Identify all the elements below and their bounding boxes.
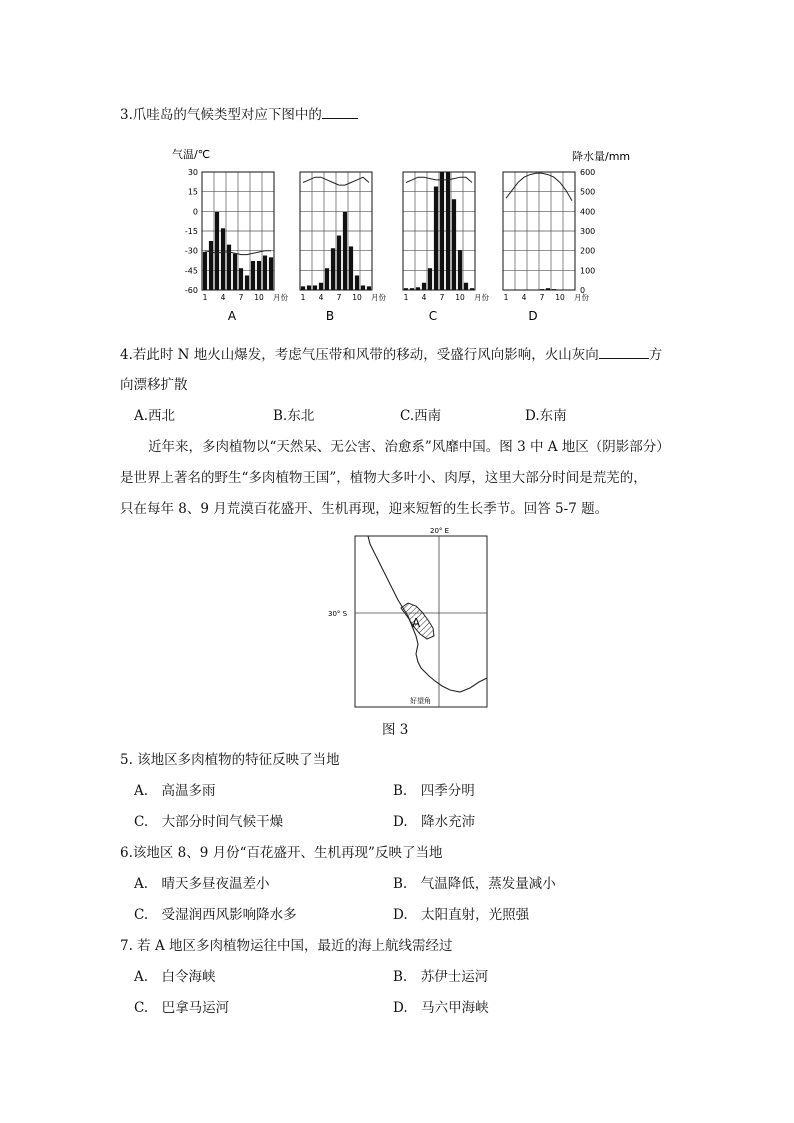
- precip-bar: [313, 285, 317, 290]
- right-axis-label: 降水量/mm: [572, 150, 631, 163]
- latitude-label: 30° S: [328, 610, 348, 618]
- precip-bar: [464, 283, 468, 290]
- figure-3-caption: 图 3: [382, 722, 409, 738]
- q6-option-b: B. 气温降低，蒸发量减小: [393, 876, 556, 892]
- precip-bar: [355, 275, 359, 290]
- longitude-label: 20° E: [430, 527, 450, 535]
- precip-bar: [325, 268, 329, 290]
- q6-option-a: A. 晴天多昼夜温差小: [134, 876, 270, 892]
- precip-bar: [269, 257, 273, 290]
- answer-blank: [599, 344, 649, 359]
- x-tick-label: 10: [455, 293, 465, 302]
- x-tick-label: 4: [421, 293, 427, 302]
- climate-panel-c: [403, 172, 489, 323]
- q5-option-c: C. 大部分时间气候干燥: [134, 814, 284, 830]
- cape-of-good-hope-label: 好望角: [410, 697, 431, 705]
- x-tick-label: 7: [539, 293, 545, 302]
- x-tick-label: 10: [555, 293, 565, 302]
- left-tick-label: 30: [187, 168, 198, 177]
- panel-label: A: [227, 309, 237, 323]
- right-tick-label: 400: [580, 207, 596, 217]
- left-axis-ticks: [185, 168, 198, 295]
- q4-stem-line1: 4.若此时 N 地火山爆发，考虑气压带和风带的移动，受盛行风向影响，火山灰向 方: [120, 344, 662, 365]
- q5-option-a: A. 高温多雨: [134, 783, 216, 799]
- panel-label: B: [325, 309, 335, 323]
- right-tick-label: 200: [580, 246, 596, 256]
- precip-bar: [434, 187, 438, 290]
- panel-label: D: [528, 309, 538, 323]
- left-tick-label: -15: [184, 227, 198, 236]
- climate-charts: [160, 142, 660, 324]
- precip-bar: [301, 286, 305, 290]
- q5-option-d: D. 降水充沛: [393, 814, 476, 830]
- q7-option-a: A. 白令海峡: [134, 969, 216, 985]
- passage-line-3: 只在每年 8、9 月荒漠百花盛开、生机再现，迎来短暂的生长季节。回答 5-7 题。: [120, 501, 609, 517]
- precip-bar: [446, 172, 450, 290]
- precip-bar: [215, 212, 219, 290]
- q3-stem: 3.爪哇岛的气候类型对应下图中的: [120, 104, 358, 125]
- climate-panel-d: [503, 172, 589, 323]
- precip-bar: [452, 199, 456, 290]
- right-tick-label: 600: [580, 168, 596, 177]
- precip-bar: [257, 261, 261, 290]
- x-tick-label: 10: [254, 293, 264, 302]
- left-tick-label: -45: [184, 266, 198, 276]
- precip-bar: [422, 283, 426, 290]
- q7-option-c: C. 巴拿马运河: [134, 1000, 230, 1016]
- right-tick-label: 100: [580, 266, 596, 276]
- left-axis-label: 气温/℃: [172, 148, 211, 161]
- panel-label: C: [428, 309, 438, 323]
- precip-bar: [440, 172, 444, 290]
- left-tick-label: -60: [184, 286, 198, 295]
- q6-option-c: C. 受湿润西风影响降水多: [134, 907, 297, 923]
- precip-bar: [245, 275, 249, 290]
- x-tick-label: 4: [318, 293, 324, 302]
- x-tick-label: 4: [220, 293, 226, 302]
- precip-bar: [209, 241, 213, 290]
- x-axis-unit: 月份: [371, 293, 386, 302]
- precip-bar: [458, 250, 462, 290]
- x-tick-label: 4: [521, 293, 527, 302]
- left-tick-label: 15: [187, 187, 198, 197]
- precip-bar: [239, 268, 243, 290]
- x-tick-label: 1: [503, 293, 509, 302]
- q7-option-b: B. 苏伊士运河: [393, 969, 489, 985]
- right-tick-label: 0: [580, 286, 586, 295]
- precip-bar: [349, 246, 353, 290]
- left-tick-label: -30: [184, 246, 198, 256]
- x-tick-label: 1: [403, 293, 409, 302]
- q6-stem: 6.该地区 8、9 月份“百花盛开、生机再现”反映了当地: [120, 845, 443, 861]
- x-axis-unit: 月份: [474, 293, 489, 302]
- precip-bar: [343, 212, 347, 290]
- precip-bar: [227, 245, 231, 290]
- q4-option-b: B.东北: [273, 408, 315, 424]
- climate-panel-a: [202, 172, 288, 323]
- q7-stem: 7. 若 A 地区多肉植物运往中国，最近的海上航线需经过: [120, 938, 453, 954]
- precip-bar: [361, 285, 365, 290]
- precip-bar: [428, 268, 432, 290]
- left-tick-label: 0: [192, 207, 198, 217]
- map-figure-3: [324, 524, 494, 710]
- q5-stem: 5. 该地区多肉植物的特征反映了当地: [120, 752, 340, 768]
- precip-bar: [233, 254, 237, 290]
- x-tick-label: 7: [336, 293, 342, 302]
- q4-option-a: A.西北: [134, 408, 176, 424]
- precip-bar: [331, 248, 335, 290]
- x-tick-label: 1: [202, 293, 208, 302]
- answer-blank: [322, 104, 358, 119]
- region-a-label: A: [412, 616, 421, 630]
- passage-line-1: 近年来，多肉植物以“天然呆、无公害、治愈系”风靡中国。图 3 中 A 地区（阴影部分）: [148, 439, 670, 455]
- x-tick-label: 7: [439, 293, 445, 302]
- x-axis-unit: 月份: [574, 293, 589, 302]
- precip-bar: [263, 256, 267, 290]
- precip-bar: [337, 236, 341, 290]
- precip-bar: [251, 261, 255, 290]
- passage-line-2: 是世界上著名的野生“多肉植物王国”，植物大多叶小、肉厚，这里大部分时间是荒芜的，: [120, 470, 647, 486]
- precip-bar: [319, 283, 323, 290]
- x-tick-label: 1: [300, 293, 306, 302]
- q4-stem-line2: 向漂移扩散: [120, 377, 188, 393]
- precip-bar: [203, 252, 207, 290]
- q4-option-d: D.东南: [525, 408, 567, 424]
- climate-panel-b: [300, 172, 386, 323]
- x-axis-unit: 月份: [273, 293, 288, 302]
- right-tick-label: 500: [580, 187, 596, 197]
- right-axis-ticks: [580, 168, 595, 295]
- precip-bar: [307, 285, 311, 290]
- x-tick-label: 10: [352, 293, 362, 302]
- precip-bar: [367, 286, 371, 290]
- q4-option-c: C.西南: [400, 408, 442, 424]
- q5-option-b: B. 四季分明: [393, 783, 475, 799]
- q6-option-d: D. 太阳直射，光照强: [393, 907, 530, 923]
- q7-option-d: D. 马六甲海峡: [393, 1000, 489, 1016]
- precip-bar: [221, 228, 225, 290]
- right-tick-label: 300: [580, 227, 596, 236]
- x-tick-label: 7: [238, 293, 244, 302]
